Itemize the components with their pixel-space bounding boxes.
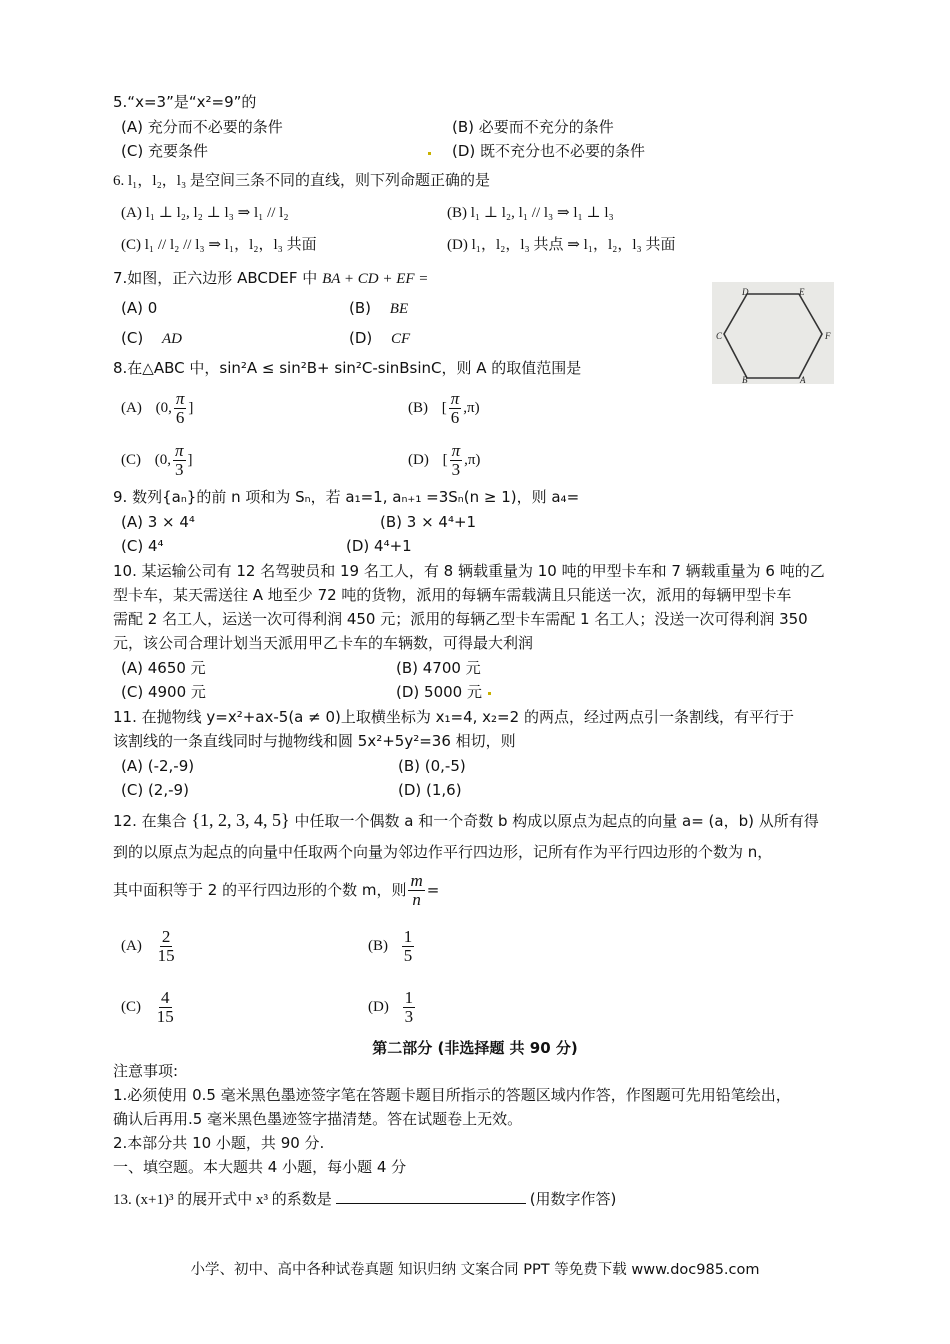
q8-stem: 8.在△ABC 中，sin²A ≤ sin²B+ sin²C-sinBsinC，则 A 的取值范围是 [113,359,582,377]
q6-option-b: (B) l₁ ⊥ l₂, l₁ // l₃ ⇒ l₁ ⊥ l₃ [447,205,614,221]
q13 [113,1189,616,1210]
q8-option-c-label: (C) [121,452,141,468]
q8-option-d-fraction: $\frac{\pi}{3}$ [451,441,461,480]
q10-option-b: (B) 4700 元 [396,659,481,677]
q12-option-c [121,983,178,1031]
q12-line-1-suffix: 中任取一个偶数 a 和一个奇数 b 构成以原点为起点的向量 a= (a，b) 从所有得 [294,812,819,830]
q8-option-d-label: (D) [408,452,429,468]
q11-option-c: (C) (2,-9) [121,781,189,799]
hexagon-label-f: F [825,331,831,341]
q12-option-a [121,922,179,970]
q8-option-c-close: ] [187,452,193,468]
q9-option-b: (B) 3 × 4⁴+1 [380,513,477,531]
q9-option-c: (C) 4⁴ [121,537,164,555]
q8-option-d-open: [ [442,452,448,468]
q8-option-a-fraction: $\frac{\pi}{6}$ [175,389,185,428]
hexagon-figure [712,282,834,384]
q10-option-c: (C) 4900 元 [121,683,206,701]
notice-title: 注意事项: [113,1062,179,1080]
q7-option-b-label: (B) [349,299,371,317]
q8-option-c-fraction: $\frac{\pi}{3}$ [175,441,184,480]
q10-line-2: 型卡车，某天需送往 A 地至少 72 吨的货物，派用的每辆车需载满且只能送一次，派用的每辆甲型卡车 [113,586,792,604]
q10-line-4: 元，该公司合理计划当天派用甲乙卡车的车辆数，可得最大利润 [113,634,534,652]
q12-line-1 [113,810,819,831]
q6-stem: 6. l₁，l₂，l₃ 是空间三条不同的直线，则下列命题正确的是 [113,173,490,189]
q10-option-d: (D) 5000 元 [396,683,482,701]
q12-option-a-fraction: $\frac{2}{15}$ [157,927,175,966]
q13-answer-blank[interactable] [336,1189,526,1204]
q12-option-b-label: (B) [368,938,388,954]
q7-stem-expression: BA + CD + EF = [322,271,429,287]
q9-stem: 9. 数列{aₙ}的前 n 项和为 Sₙ，若 a₁=1, aₙ₊₁ =3Sₙ(n ≥ 1)，则 a₄= [113,488,580,506]
q9-option-d: (D) 4⁴+1 [346,537,412,555]
hexagon-label-b: B [742,375,748,384]
notice-1-line-1: 1.必须使用 0.5 毫米黑色墨迹签字笔在答题卡题目所指示的答题区域内作答，作图题可先用铅笔绘出， [113,1086,791,1104]
q7-option-c-label: (C) [121,329,144,347]
q5-stem: 5.“x=3”是“x²=9”的 [113,93,257,111]
q5-option-c: (C) 充要条件 [121,142,208,160]
q12-line-1-prefix: 12. 在集合 [113,812,187,830]
q7-option-b-value: BE [389,301,409,317]
q8-option-b-close: ,π) [463,400,480,416]
q6-option-a: (A) l₁ ⊥ l₂, l₂ ⊥ l₃ ⇒ l₁ // l₂ [121,205,289,221]
q7-option-c-value: AD [161,331,182,347]
q7-option-b [349,298,408,319]
q12-set: {1, 2, 3, 4, 5} [191,810,290,830]
q13-note: (用数字作答) [529,1190,617,1208]
q8-option-b-fraction: $\frac{\pi}{6}$ [450,389,460,428]
hexagon-label-e: E [799,287,805,297]
q5-option-a: (A) 充分而不必要的条件 [121,118,283,136]
q8-option-d-close: ,π) [464,452,481,468]
q11-option-b: (B) (0,-5) [398,757,466,775]
stray-dot [428,152,431,155]
q6-option-d: (D) l₁，l₂，l₃ 共点 ⇒ l₁，l₂，l₃ 共面 [447,237,676,253]
q13-stem: 13. (x+1)³ 的展开式中 x³ 的系数是 [113,1192,332,1208]
q12-option-c-label: (C) [121,999,141,1015]
q5-option-b: (B) 必要而不充分的条件 [452,118,614,136]
q8-option-a-open: (0, [155,400,172,416]
q10-line-3: 需配 2 名工人，运送一次可得利润 450 元；派用的每辆乙型卡车需配 1 名工人；没送一次可得利润 350 [113,610,808,628]
q5-option-d: (D) 既不充分也不必要的条件 [452,142,646,160]
q12-option-b [368,922,416,970]
q8-option-c [121,438,193,482]
q8-option-a [121,386,193,430]
q12-option-a-label: (A) [121,938,142,954]
q11-line-2: 该割线的一条直线同时与抛物线和圆 5x²+5y²=36 相切，则 [113,732,516,750]
q12-option-d [368,983,417,1031]
q8-option-b-label: (B) [408,400,428,416]
q12-ratio-fraction: $\frac{m}{n}$ [410,871,423,909]
q11-option-a: (A) (-2,-9) [121,757,195,775]
q11-option-d: (D) (1,6) [398,781,462,799]
q12-line-2: 到的以原点为起点的向量中任取两个向量为邻边作平行四边形，记所有作为平行四边形的个数为 n， [113,843,773,861]
notice-2: 2.本部分共 10 小题，共 90 分. [113,1134,325,1152]
section-fill-in: 一、填空题。本大题共 4 小题，每小题 4 分 [113,1158,407,1176]
q12-line-3-suffix: = [426,881,440,899]
stray-dot-2 [488,692,491,695]
q12-option-d-label: (D) [368,999,389,1015]
q10-line-1: 10. 某运输公司有 12 名驾驶员和 19 名工人，有 8 辆载重量为 10 吨的甲型卡车和 7 辆载重量为 6 吨的乙 [113,562,825,580]
q11-line-1: 11. 在抛物线 y=x²+ax-5(a ≠ 0)上取横坐标为 x₁=4, x₂=2 的两点，经过两点引一条割线，有平行于 [113,708,794,726]
q10-option-a: (A) 4650 元 [121,659,206,677]
q7-option-c [121,328,182,349]
q7-option-a: (A) 0 [121,299,158,317]
q7-option-d-label: (D) [349,329,373,347]
q7-stem-prefix: 7.如图，正六边形 ABCDEF 中 [113,269,318,287]
q7-option-d-value: CF [391,331,411,347]
q9-option-a: (A) 3 × 4⁴ [121,513,195,531]
q12-line-3 [113,868,439,912]
q8-option-c-open: (0, [154,452,171,468]
hexagon-label-d: D [742,287,749,297]
q12-option-d-fraction: $\frac{1}{3}$ [404,988,414,1027]
q8-option-a-close: ] [188,400,194,416]
q7-option-d [349,328,410,349]
q12-option-b-fraction: $\frac{1}{5}$ [403,927,413,966]
q6-option-c: (C) l₁ // l₂ // l₃ ⇒ l₁，l₂，l₃ 共面 [121,237,317,253]
q12-option-c-fraction: $\frac{4}{15}$ [156,988,174,1027]
q8-option-b [408,386,480,430]
q8-option-d [408,438,480,482]
part2-title: 第二部分 (非选择题 共 90 分) [372,1039,578,1057]
q8-option-b-open: [ [441,400,447,416]
notice-1-line-2: 确认后再用.5 毫米黑色墨迹签字描清楚。答在试题卷上无效。 [113,1110,523,1128]
q8-option-a-label: (A) [121,400,142,416]
hexagon-label-a: A [800,375,806,384]
q7-stem [113,268,428,289]
q12-line-3-prefix: 其中面积等于 2 的平行四边形的个数 m，则 [113,881,407,899]
hexagon-label-c: C [716,331,723,341]
footer-banner: 小学、初中、高中各种试卷真题 知识归纳 文案合同 PPT 等免费下载 www.doc985.com [190,1262,760,1278]
